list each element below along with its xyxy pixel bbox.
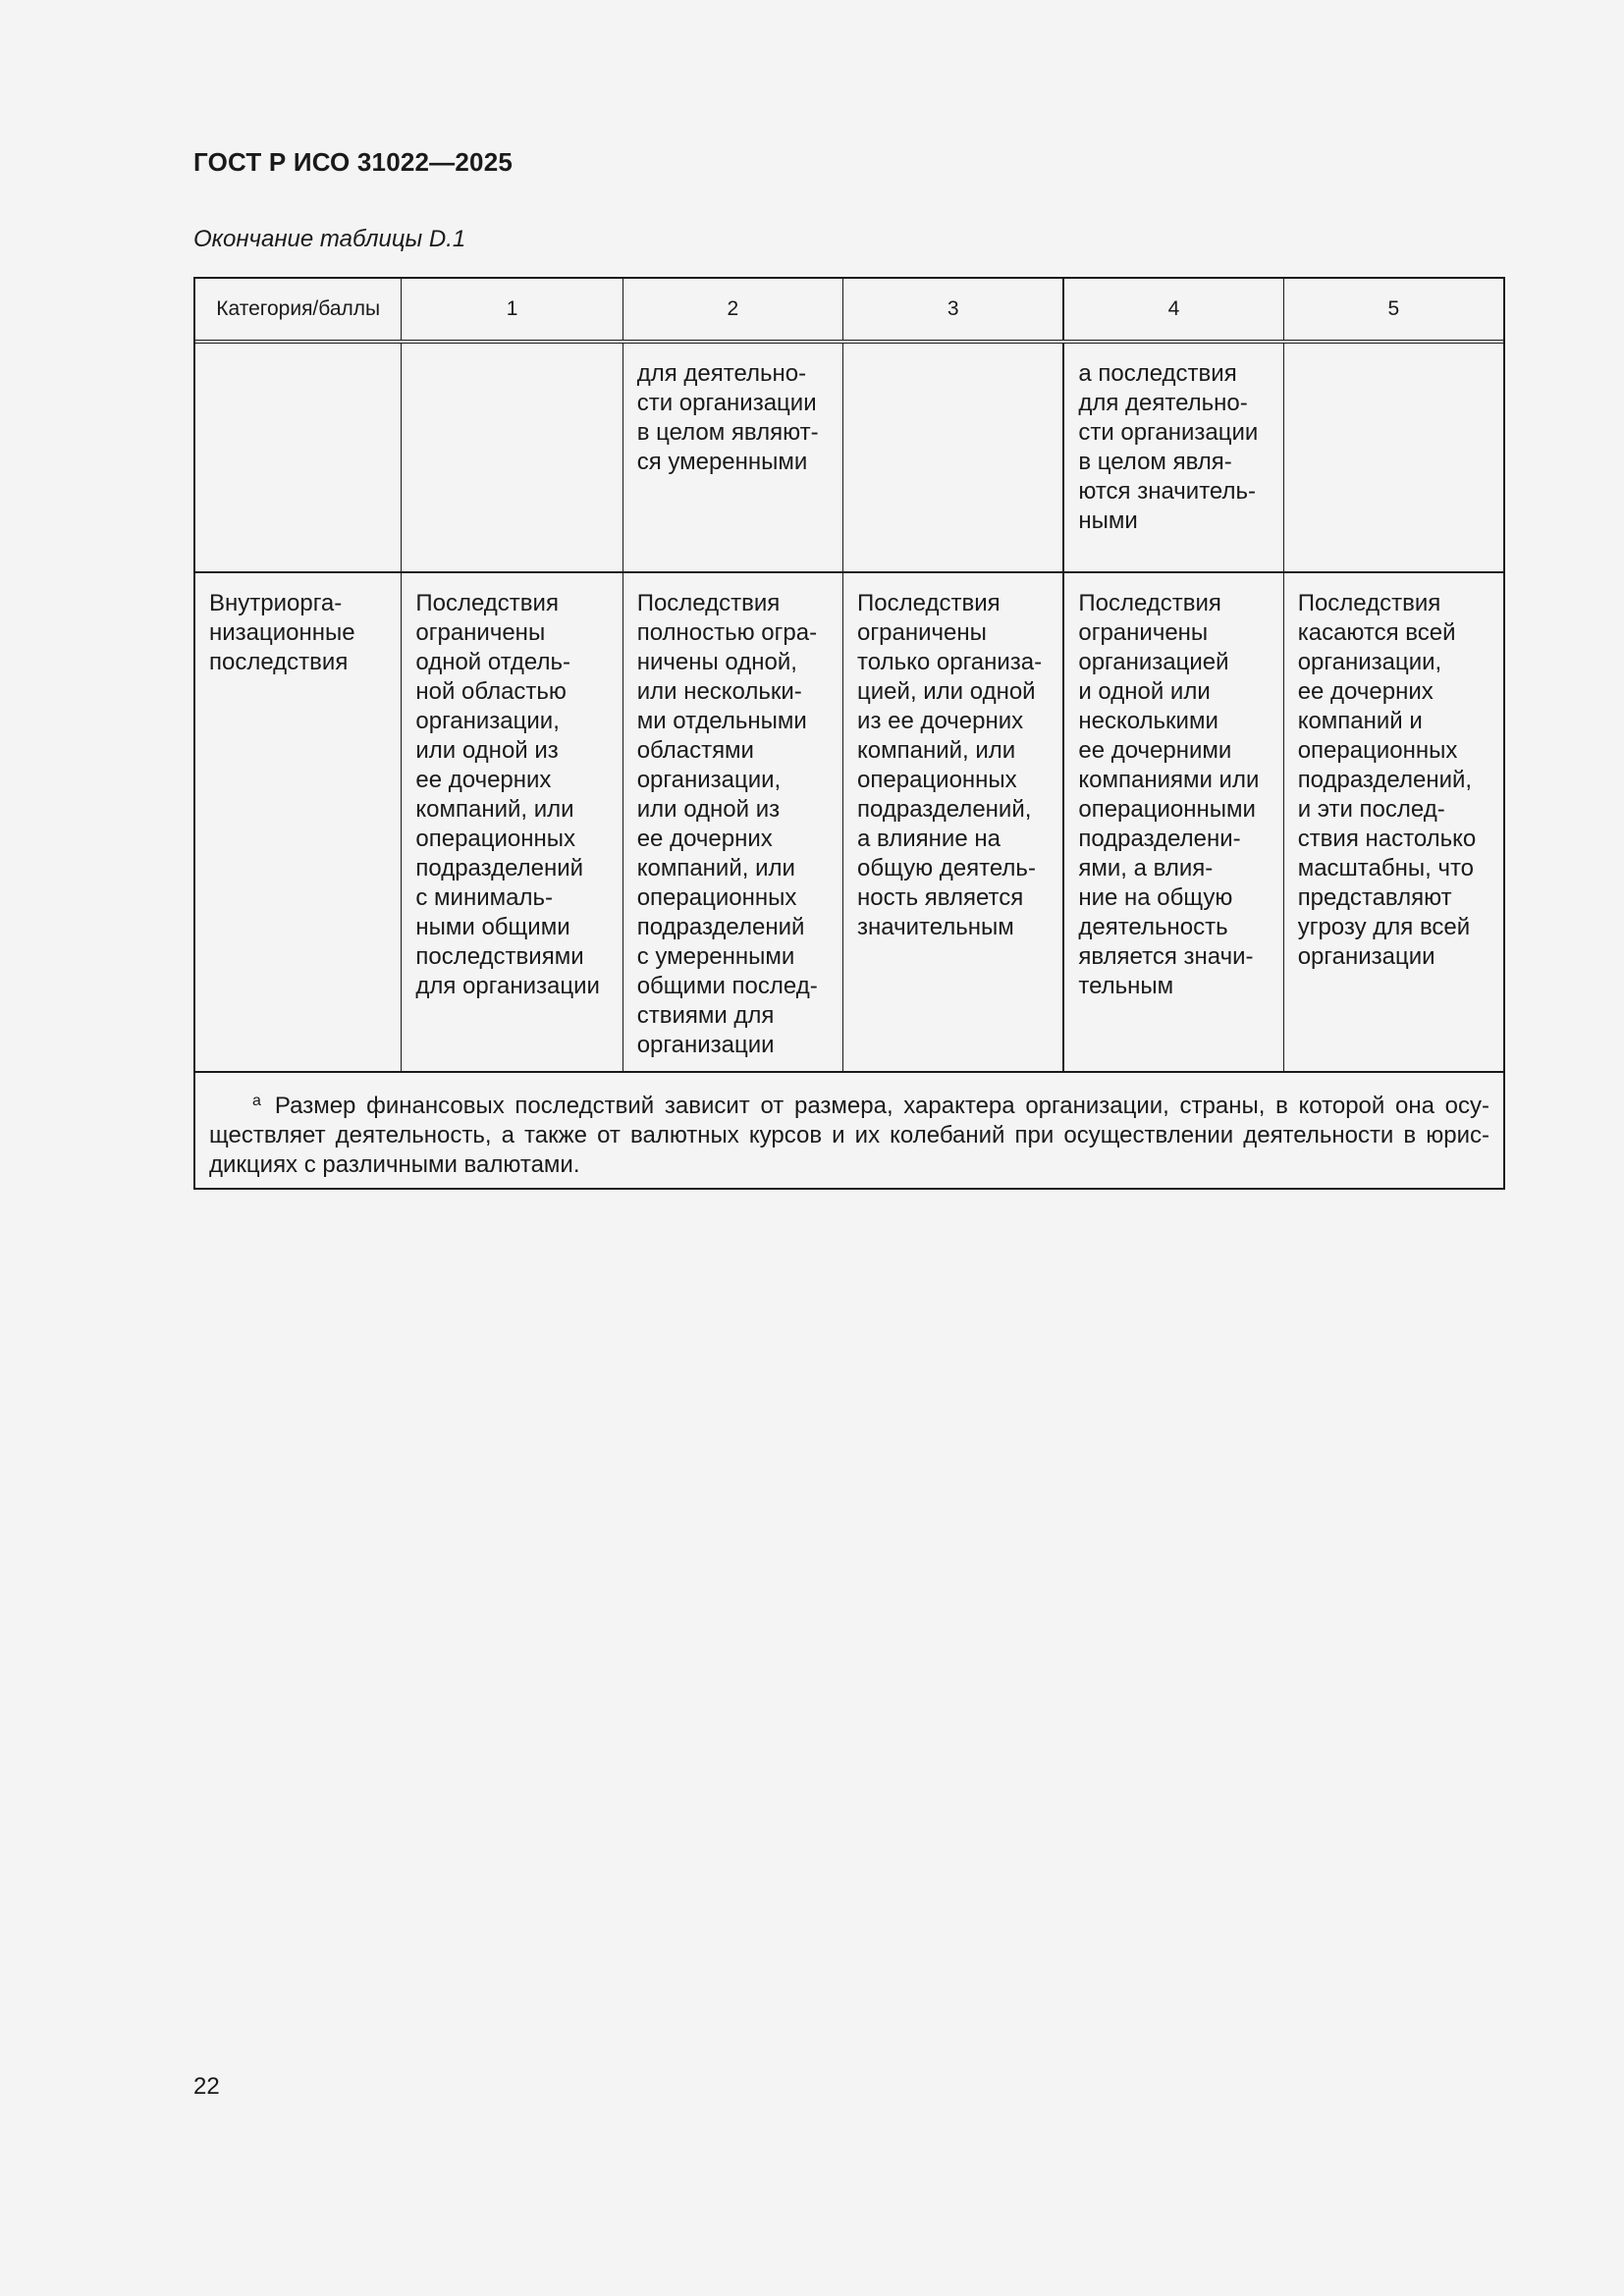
table-cell: Внутриорга- низационные последствия	[195, 573, 402, 1071]
footnote-text: Размер финансовых последствий зависит от размера, характера организации, страны, в которой она осу-ществляет деятельность, а также от валютных курсов и их колебаний при осуществлении деятельности в юрис-дикциях с различными валютами.	[209, 1093, 1489, 1178]
table-cell: Последствия полностью огра- ничены одной, или нескольки- ми отдельными областями организации, или одной из ее дочерних компаний, или операционных подразделений с умеренными общими послед- ствиями для организации	[623, 573, 843, 1071]
table-cell: Последствия ограничены одной отдель- ной областью организации, или одной из ее дочерних компаний, или операционных подразделений с минималь- ными общими последствиями для организации	[402, 573, 623, 1071]
table-header-row	[195, 279, 1503, 344]
footnote-mark: а	[252, 1093, 261, 1109]
table-cell	[195, 344, 402, 571]
header-cell-category: Категория/баллы	[195, 279, 402, 340]
header-cell-3: 3	[843, 279, 1064, 340]
table-cell: Последствия ограничены организацией и одной или несколькими ее дочерними компаниями или операционными подразделени- ями, а влия- ние на общую деятельность является значи- тельным	[1064, 573, 1283, 1071]
header-cell-2: 2	[623, 279, 843, 340]
page-number: 22	[193, 2073, 220, 2100]
header-cell-4: 4	[1064, 279, 1283, 340]
table-footnote	[195, 1073, 1503, 1188]
table-cell: для деятельно- сти организации в целом являют- ся умеренными	[623, 344, 843, 571]
header-cell-5: 5	[1387, 297, 1400, 320]
table-row	[195, 573, 1503, 1073]
table-cell: а последствия для деятельно- сти организации в целом явля- ются значитель- ными	[1064, 344, 1283, 571]
table-cell	[1284, 344, 1503, 571]
table-cell: Последствия ограничены только организа- цией, или одной из ее дочерних компаний, или операционных подразделений, а влияние на общую деятель- ность является значительным	[843, 573, 1064, 1071]
table-d1	[193, 277, 1505, 1190]
table-cell	[402, 344, 623, 571]
table-caption: Окончание таблицы D.1	[193, 226, 466, 252]
table-cell: Последствия касаются всей организации, ее дочерних компаний и операционных подразделений, и эти послед- ствия настолько масштабны, что представляют угрозу для всей организации	[1297, 590, 1477, 970]
table-row	[195, 344, 1503, 573]
table-cell	[843, 344, 1064, 571]
document-header: ГОСТ Р ИСО 31022—2025	[193, 147, 514, 177]
header-cell-1: 1	[402, 279, 623, 340]
